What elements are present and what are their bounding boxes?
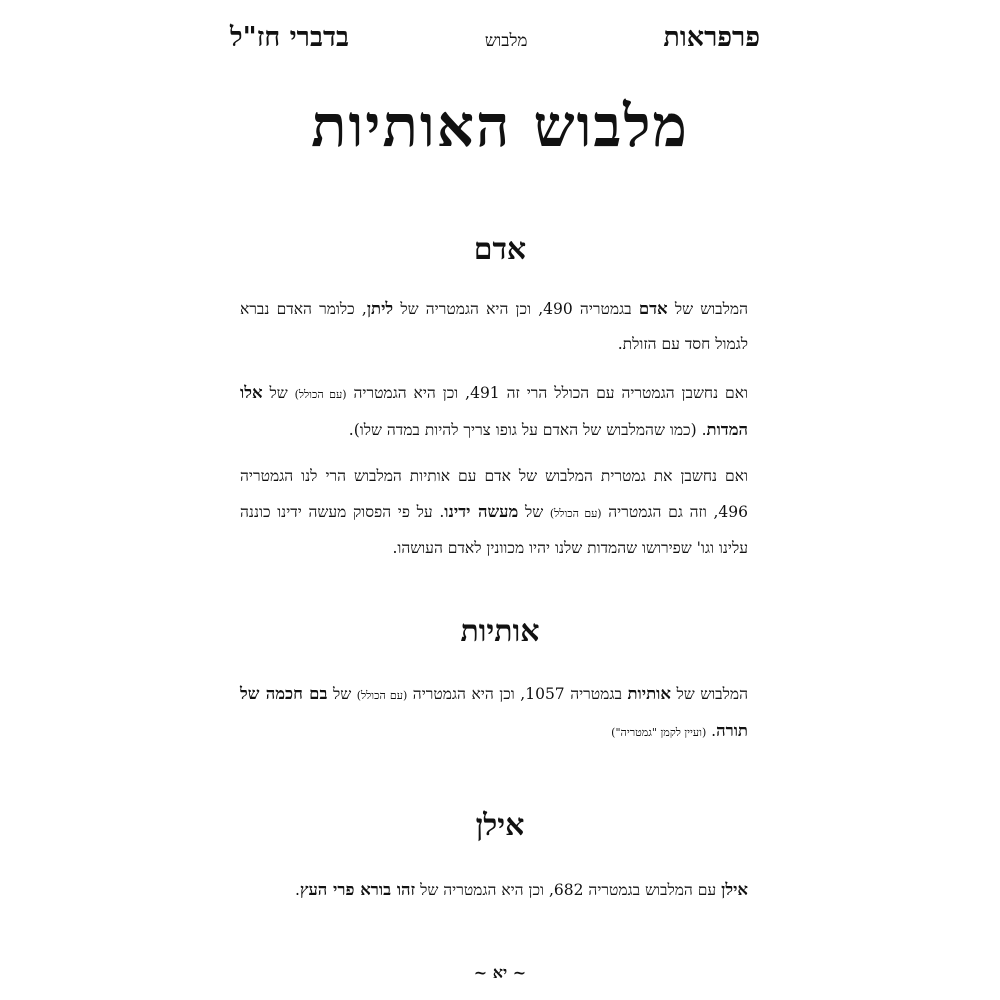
bold-term: מעשה ידינו bbox=[444, 502, 519, 521]
parenthetical-note: (עם הכולל) bbox=[294, 388, 347, 401]
text-run: של bbox=[262, 384, 295, 402]
paragraph bbox=[240, 459, 748, 566]
bold-term: זהו בורא פרי העץ bbox=[299, 880, 416, 899]
text-run: של bbox=[327, 685, 357, 703]
bold-term: אלו המדות bbox=[240, 383, 748, 439]
bold-term: ליתן bbox=[366, 299, 394, 318]
parenthetical-note: (ועיין לקמן "גמטריה") bbox=[611, 726, 707, 739]
paragraph bbox=[240, 872, 748, 908]
section-heading-ilan: אילן bbox=[475, 808, 525, 843]
text-run: של bbox=[518, 503, 550, 521]
bold-term: בם חכמה של תורה bbox=[240, 684, 748, 740]
bold-term: אילן bbox=[721, 880, 748, 899]
text-run: המלבוש של bbox=[670, 685, 748, 703]
paragraph bbox=[240, 676, 748, 750]
text-run: . על פי הפסוק מעשה ידינו כוננה עלינו וגו' שפירושו שהמדות שלנו יהיו מכוונין לאדם העושהו. bbox=[240, 503, 748, 557]
bold-term: אדם bbox=[638, 299, 668, 318]
paragraph bbox=[240, 375, 748, 448]
text-run: בגמטריה 1057, וכן היא הגמטריה bbox=[407, 685, 628, 703]
bold-term: אותיות bbox=[627, 684, 671, 703]
page-title: מלבוש האותיות bbox=[311, 92, 689, 160]
parenthetical-note: (עם הכולל) bbox=[356, 689, 408, 702]
section-heading-adam: אדם bbox=[473, 232, 527, 267]
text-run: המלבוש של bbox=[667, 300, 748, 318]
running-header bbox=[230, 22, 760, 62]
text-run: . bbox=[706, 722, 717, 740]
text-run: ואם נחשבן את גמטרית המלבוש של אדם עם אותיות המלבוש הרי לנו הגמטריה 496, וזה גם הגמטריה bbox=[240, 467, 748, 521]
text-run: . (כמו שהמלבוש של האדם על גופו צריך להיות במדה שלו). bbox=[348, 421, 707, 439]
parenthetical-note: (עם הכולל) bbox=[549, 507, 602, 520]
paragraph bbox=[240, 291, 748, 362]
section-heading-otiyot: אותיות bbox=[460, 614, 540, 649]
text-run: ואם נחשבן הגמטריה עם הכולל הרי זה 491, וכן היא הגמטריה bbox=[346, 384, 748, 402]
header-left-text: בדברי חז"ל bbox=[230, 22, 349, 53]
header-right-text: פרפראות bbox=[663, 22, 760, 53]
text-run: , כלומר האדם נברא לגמול חסד עם הזולת. bbox=[240, 300, 748, 353]
text-run: עם המלבוש בגמטריה 682, וכן היא הגמטריה של bbox=[415, 881, 722, 899]
text-run: בגמטריה 490, וכן היא הגמטריה של bbox=[393, 300, 639, 318]
header-center-text: מלבוש bbox=[484, 31, 528, 51]
text-run: . bbox=[294, 881, 300, 899]
page-number: ~ יא ~ bbox=[473, 963, 527, 982]
